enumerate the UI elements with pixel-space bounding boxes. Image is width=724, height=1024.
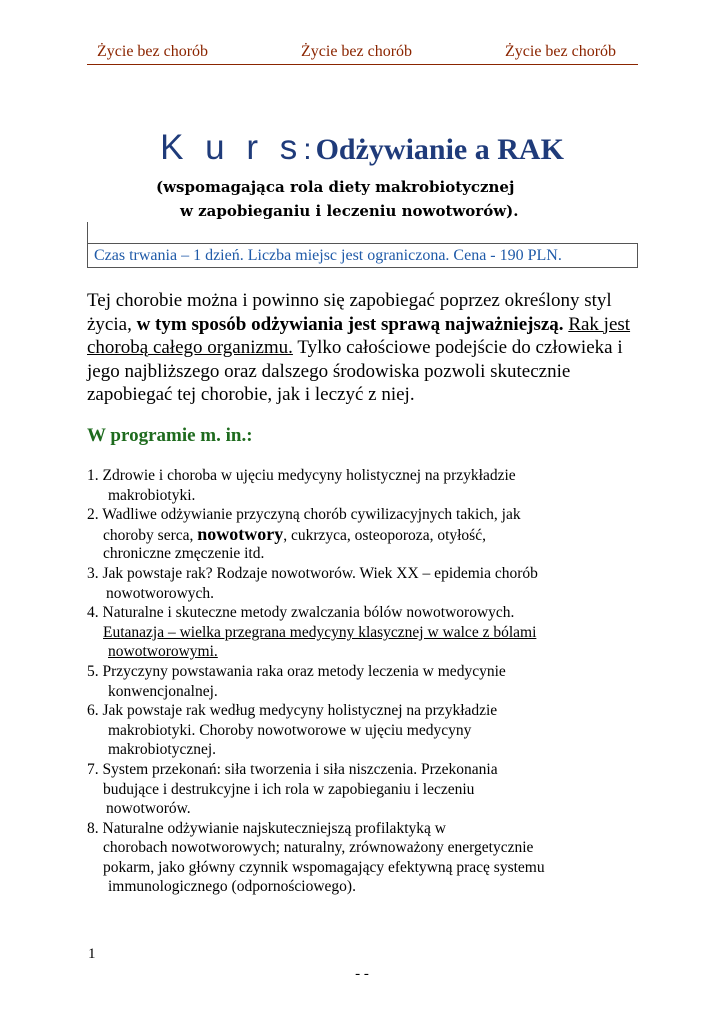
list-line-3: 2. Wadliwe odżywianie przyczyną chorób cywilizacyjnych takich, jak [87,506,521,524]
running-header [87,43,638,65]
list-line-1: 1. Zdrowie i choroba w ujęciu medycyny holistycznej na przykładzie [87,467,516,484]
list-line-6: 3. Jak powstaje rak? Rodzaje nowotworów. Wiek XX – epidemia chorób [87,564,538,582]
list-line-21: pokarm, jako główny czynnik wspomagający efektywną pracę systemu [103,858,545,876]
list-line-4c: , cukrzyca, osteoporoza, otyłość, [283,526,486,544]
header-center: Życie bez chorób [301,43,413,60]
list-line-8: 4. Naturalne i skuteczne metody zwalczania bólów nowotworowych. [87,604,515,622]
list-line-4a: choroby serca, [103,526,198,544]
title-colon: : [303,133,312,166]
list-line-12: konwencjonalnej. [108,682,218,700]
page-number: 1 [88,946,96,962]
title-kurs: K u r s [160,128,304,167]
list-line-7: nowotworowych. [106,584,215,602]
list-line-15: makrobiotycznej. [108,741,217,759]
list-line-14: makrobiotyki. Choroby nowotworowe w ujęciu medycyny [108,721,472,739]
list-line-20: chorobach nowotworowych; naturalny, zrównoważony energetycznie [103,839,534,857]
list-line-13: 6. Jak powstaje rak według medycyny holistycznej na przykładzie [87,702,498,720]
list-underline-nowotworowymi: nowotworowymi. [108,643,218,661]
header-left: Życie bez chorób [97,43,209,60]
vertical-rule [87,222,88,244]
list-keyword-nowotwory: nowotwory [197,523,284,544]
list-line-4 [87,525,647,545]
list-line-16: 7. System przekonań: siła tworzenia i siła niszczenia. Przekonania [87,760,498,778]
list-line-2: makrobiotyki. [108,486,196,504]
intro-underline: Rak jest chorobą całego organizmu. [87,313,631,358]
title-main: Odżywianie a RAK [315,133,564,166]
header-right: Życie bez chorób [505,43,617,60]
list-line-9 [87,623,647,643]
subtitle-line-2: w zapobieganiu i leczeniu nowotworów). [180,202,519,220]
list-line-10 [87,642,647,662]
list-line-11: 5. Przyczyny powstawania raka oraz metody leczenia w medycynie [87,662,506,680]
list-line-17: budujące i destrukcyjne i ich rola w zapobieganiu i leczeniu [103,780,475,798]
list-line-19: 8. Naturalne odżywianie najskuteczniejszą profilaktyką w [87,819,446,837]
page-footer: - - [355,966,369,982]
program-list [87,466,647,897]
intro-text-1: Tej chorobie można i powinno się zapobiegać poprzez określony styl życia, [87,290,612,335]
page-title [0,128,724,168]
course-info-box: Czas trwania – 1 dzień. Liczba miejsc jest ograniczona. Cena - 190 PLN. [87,243,638,268]
list-underline-eutanazja: Eutanazja – wielka przegrana medycyny klasycznej w walce z bólami [103,623,537,641]
intro-paragraph [87,289,647,407]
list-line-22: immunologicznego (odpornościowego). [108,878,356,896]
list-line-18: nowotworów. [106,800,191,818]
intro-text-2: Tylko całościowe podejście do człowieka i jego najbliższego oraz dalszego środowiska pozwoli skutecznie zapobiegać tej chorobie, jak i leczyć z niej. [87,337,623,405]
subtitle-line-1: (wspomagająca rola diety makrobiotycznej [156,178,515,196]
program-heading: W programie m. in.: [87,425,253,446]
intro-bold: w tym sposób odżywiania jest sprawą najważniejszą. [136,313,564,335]
list-line-5: chroniczne zmęczenie itd. [103,545,265,563]
